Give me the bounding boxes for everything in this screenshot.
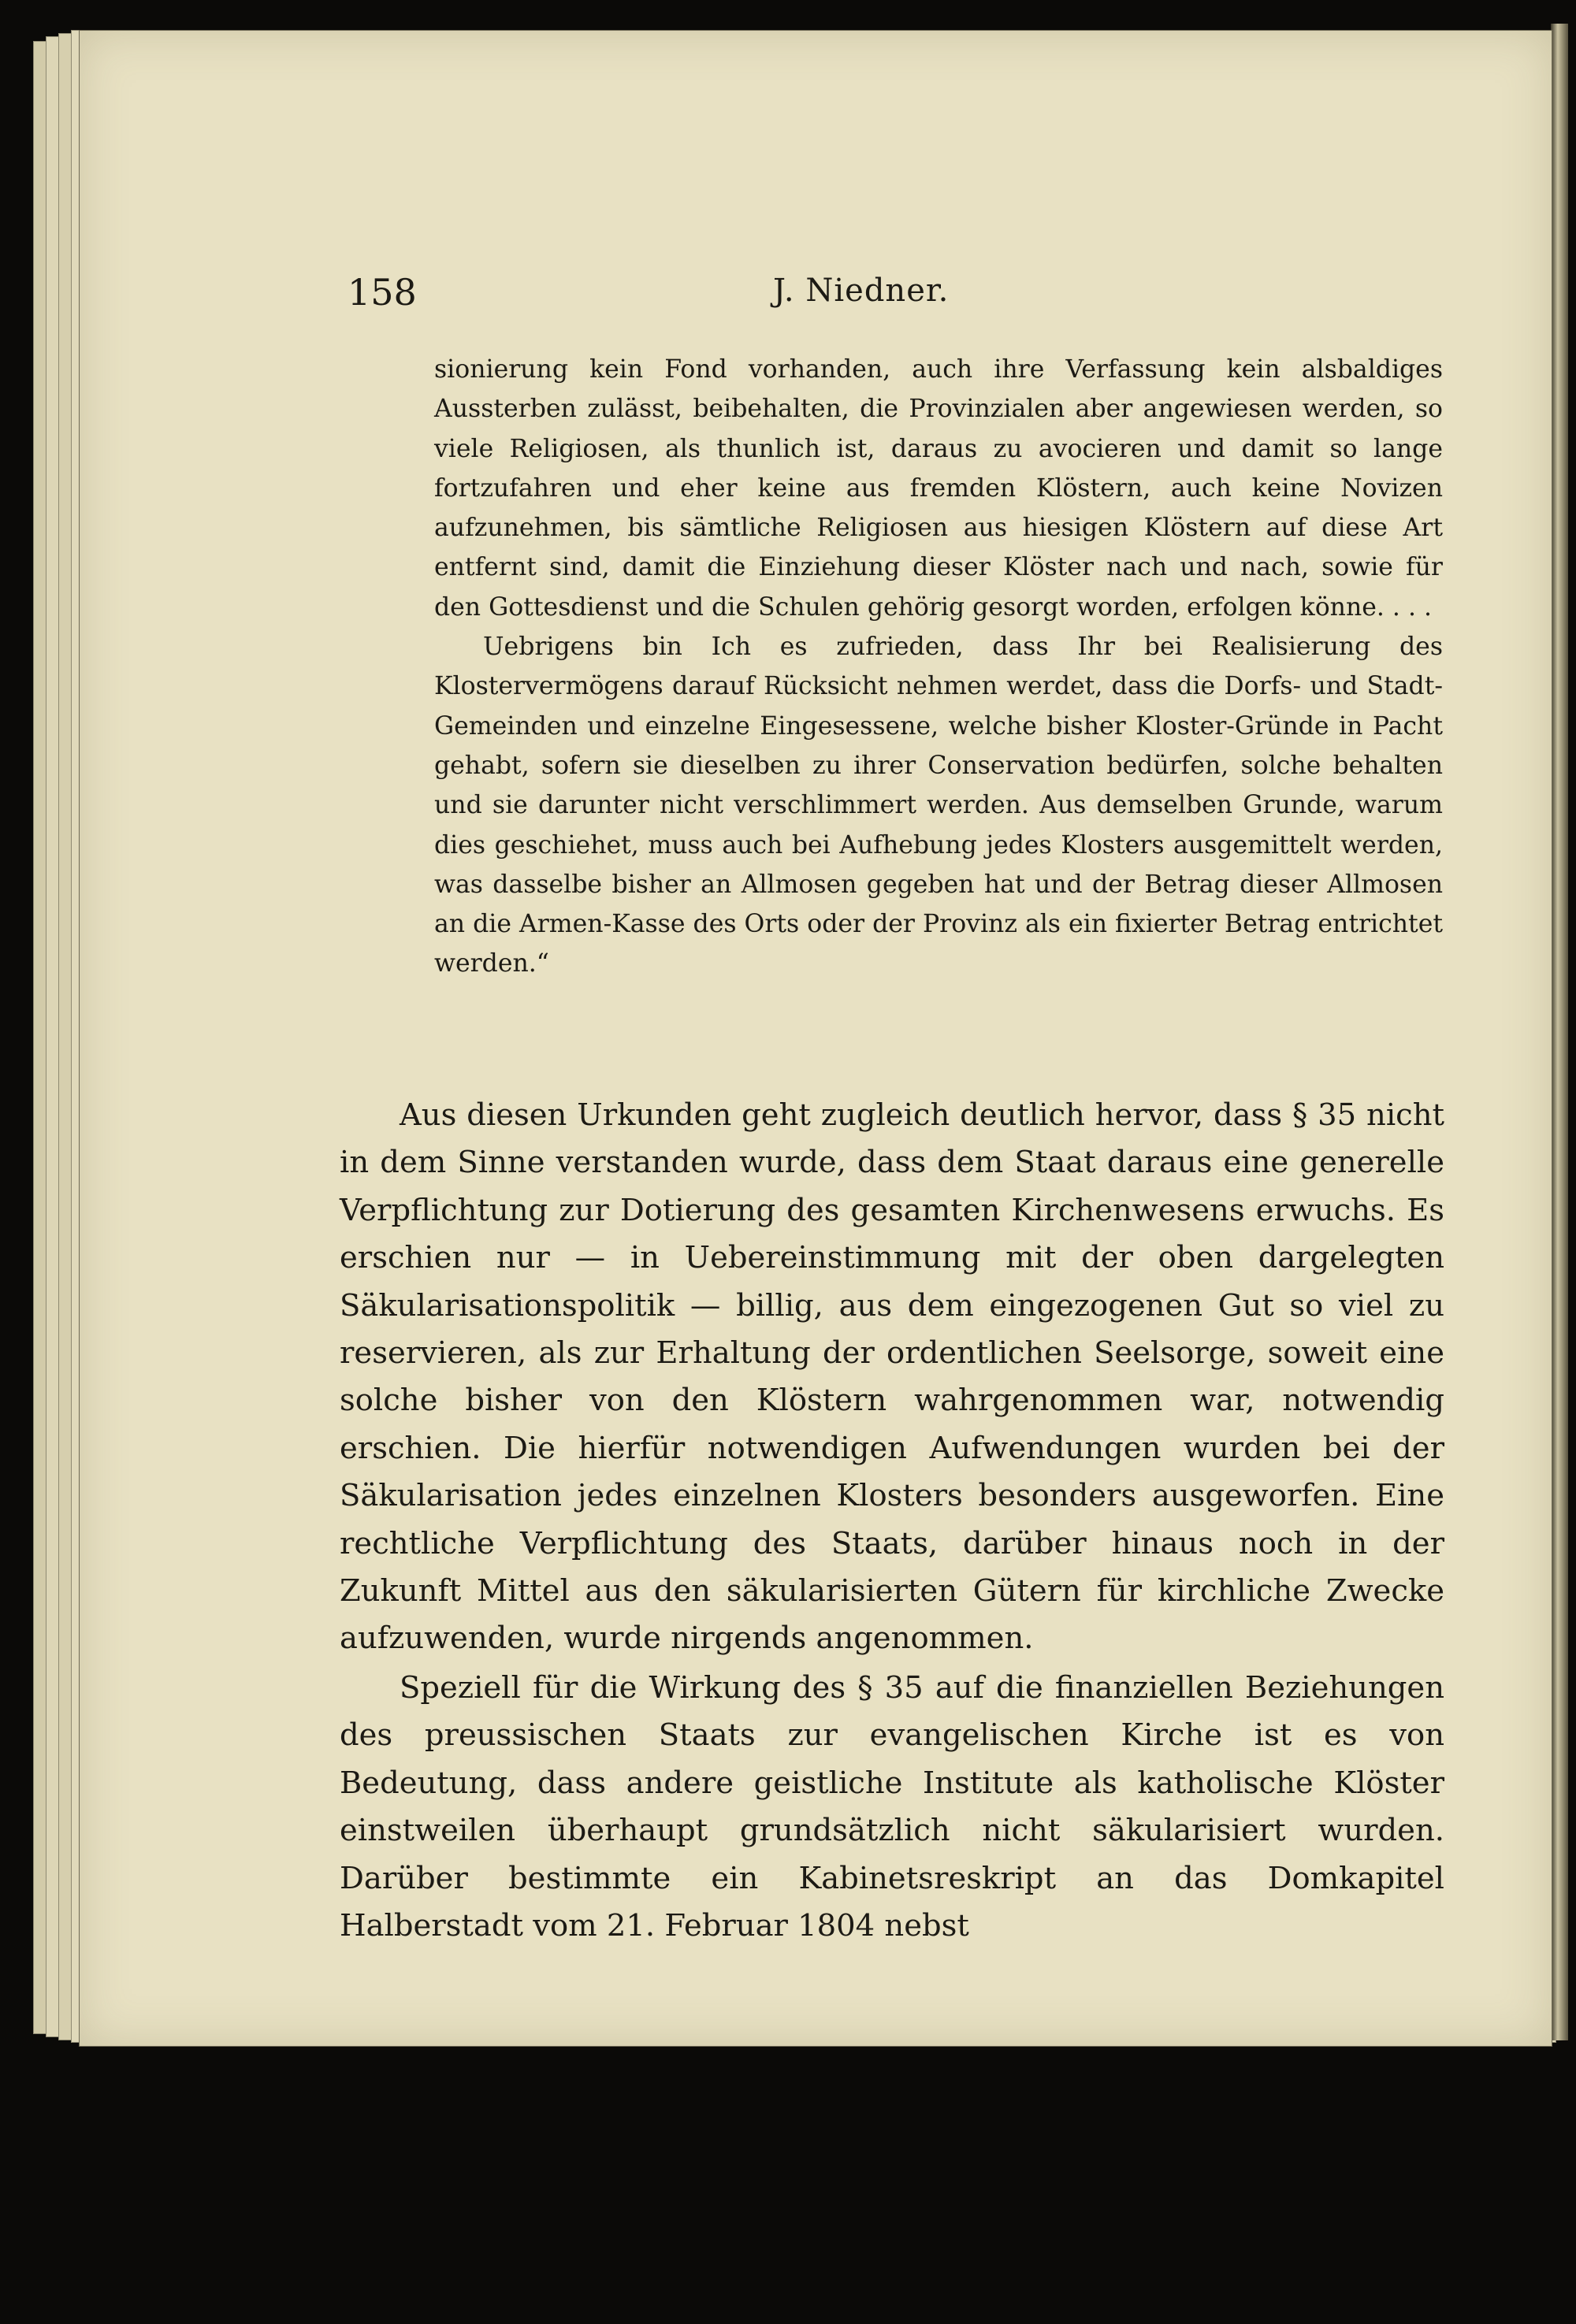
page-number: 158 <box>348 271 417 314</box>
body-paragraph: Aus diesen Urkunden geht zugleich deutlich hervor, dass § 35 nicht in dem Sinne verstanden wurde, dass dem Staat daraus eine generelle Verpflichtung zur Dotierung des gesamten Kirchenwesens erwuchs. Es erschien nur — in Uebereinstimmung mit der oben dargelegten Säkularisationspolitik — billig, aus dem eingezogenen Gut so viel zu reservieren, als zur Erhaltung der ordentlichen Seelsorge, soweit eine solche bisher von den Klöstern wahrgenommen war, notwendig erschien. Die hierfür notwendigen Aufwendungen wurden bei der Säkularisation jedes einzelnen Klosters besonders ausgeworfen. Eine rechtliche Verpflichtung des Staats, darüber hinaus noch in der Zukunft Mittel aus den säkularisierten Gütern für kirchliche Zwecke aufzuwenden, wurde nirgends angenommen. <box>340 1097 1444 1657</box>
book-spine-edge <box>1551 24 1568 2040</box>
body-paragraph: Speziell für die Wirkung des § 35 auf die finanziellen Beziehungen des preussischen Staats zur evangelischen Kirche ist es von Bedeutung, dass andere geistliche Institute als katholische Klöster einstweilen überhaupt grundsätzlich nicht säkularisiert wurden. Darüber bestimmte ein Kabinetsreskript an das Domkapitel Halberstadt vom 21. Februar 1804 nebst <box>340 1669 1444 1943</box>
quote-paragraph: Uebrigens bin Ich es zufrieden, dass Ihr bei Realisierung des Klostervermögens darauf Rücksicht nehmen werdet, dass die Dorfs- und Stadt-Gemeinden und einzelne Eingesessene, welche bisher Kloster-Gründe in Pacht gehabt, sofern sie dieselben zu ihrer Conservation bedürfen, solche behalten und sie darunter nicht verschlimmert werden. Aus demselben Grunde, warum dies geschiehet, muss auch bei Aufhebung jedes Klosters ausgemittelt werden, was dasselbe bisher an Allmosen gegeben hat und der Betrag dieser Allmosen an die Armen-Kasse des Orts oder der Provinz als ein fixierter Betrag entrichtet werden.“ <box>434 633 1443 978</box>
quoted-document <box>434 350 1443 984</box>
body-text <box>340 1092 1444 1950</box>
page-header <box>80 271 1553 318</box>
page <box>79 30 1552 2047</box>
running-head: J. Niedner. <box>773 273 950 309</box>
quote-paragraph: sionierung kein Fond vorhanden, auch ihre Verfassung kein alsbaldiges Aussterben zulässt, beibehalten, die Provinzialen aber angewiesen werden, so viele Religiosen, als thunlich ist, daraus zu avocieren und damit so lange fortzufahren und eher keine aus fremden Klöstern, auch keine Novizen aufzunehmen, bis sämtliche Religiosen aus hiesigen Klöstern auf diese Art entfernt sind, damit die Einziehung dieser Klöster nach und nach, sowie für den Gottesdienst und die Schulen gehörig gesorgt worden, erfolgen könne. . . . <box>434 355 1443 622</box>
